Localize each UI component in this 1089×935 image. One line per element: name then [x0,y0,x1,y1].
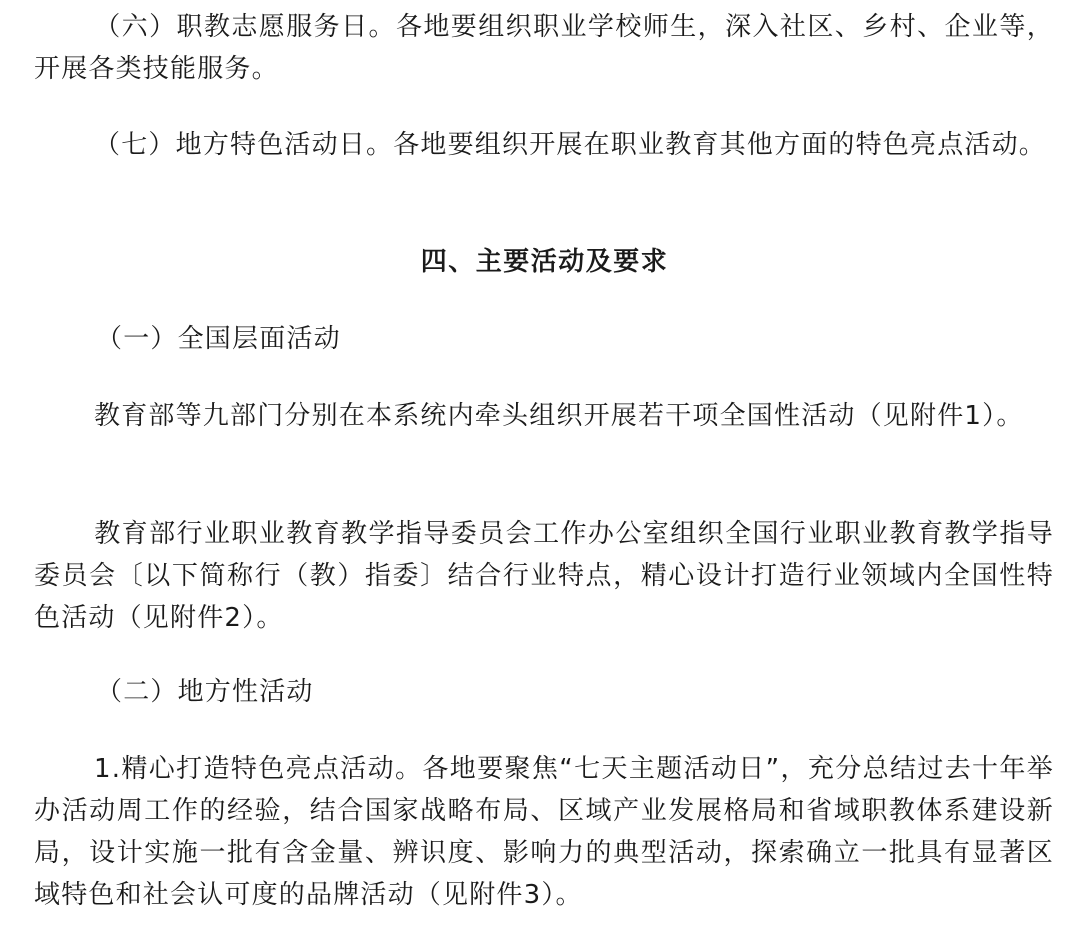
paragraph-industry-committee: 教育部行业职业教育教学指导委员会工作办公室组织全国行业职业教育教学指导委员会〔以下简称行（教）指委〕结合行业特点，精心设计打造行业领域内全国性特色活动（见附件2）。 [34,519,1054,633]
paragraph-local-feature-day: （七）地方特色活动日。各地要组织开展在职业教育其他方面的特色亮点活动。 [94,130,1047,160]
section-heading: 四、主要活动及要求 [420,247,669,277]
subheading-national: （一）全国层面活动 [96,324,341,354]
paragraph-national-activities: 教育部等九部门分别在本系统内牵头组织开展若干项全国性活动（见附件1）。 [94,401,1024,431]
paragraph-local-feature-activities: 1.精心打造特色亮点活动。各地要聚焦“七天主题活动日”，充分总结过去十年举办活动周工作的经验，结合国家战略布局、区域产业发展格局和省域职教体系建设新局，设计实施一批有含金量、辨识度、影响力的典型活动，探索确立一批具有显著区域特色和社会认可度的品牌活动（见附件3）。 [34,754,1054,910]
paragraph-volunteer-service-day: （六）职教志愿服务日。各地要组织职业学校师生，深入社区、乡村、企业等，开展各类技能服务。 [34,12,1054,84]
subheading-local: （二）地方性活动 [96,677,314,707]
